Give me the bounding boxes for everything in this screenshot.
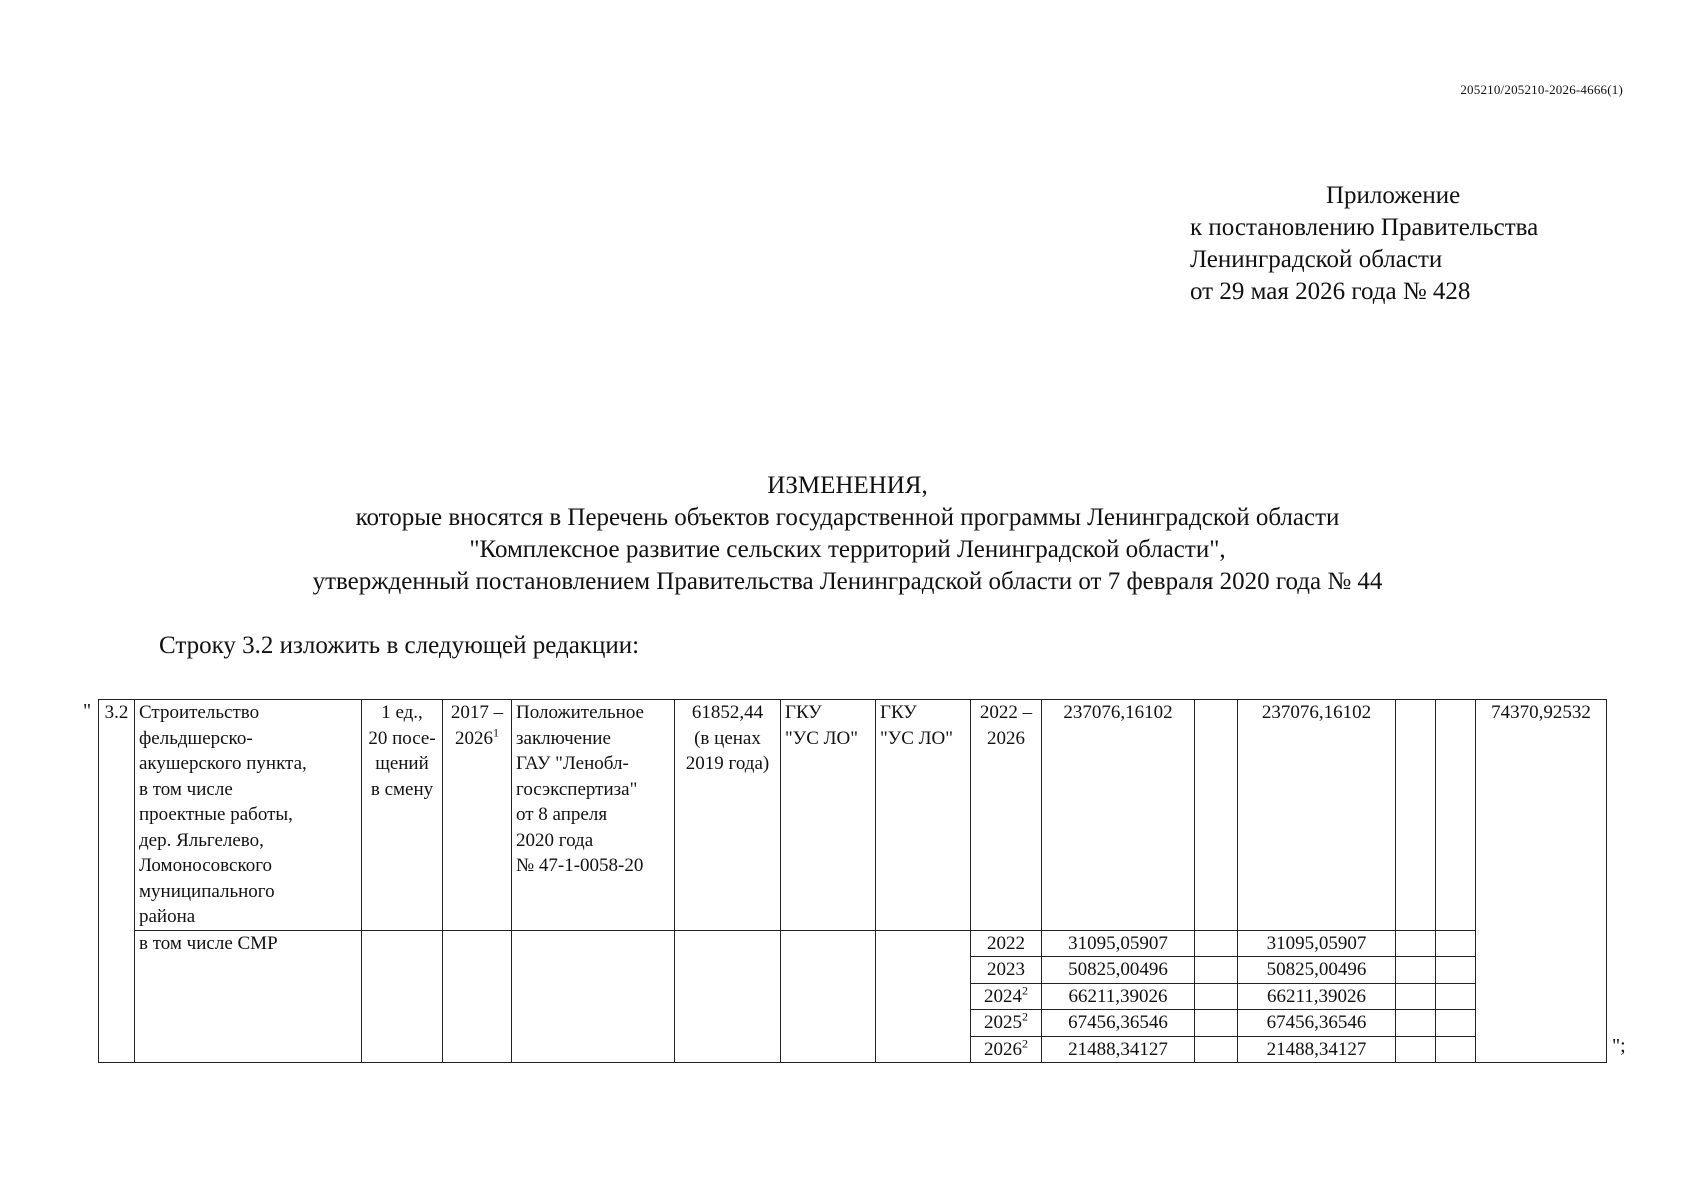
empty-cell — [1396, 930, 1436, 957]
capacity-cell: 1 ед., 20 посе- щений в смену — [362, 700, 443, 931]
empty-cell — [1396, 1010, 1436, 1037]
smr-year: 2023 — [971, 957, 1042, 984]
table-row — [99, 700, 1607, 931]
document-heading — [0, 470, 1695, 598]
period-cell: 2017 – 2026$^1$ — [443, 700, 512, 931]
object-name: Строительство фельдшерско- акушерского пункта, в том числе проектные работы, дер. Яльгелево, Ломоносовского муниципального района — [135, 700, 362, 931]
total-cell: 237076,16102 — [1042, 700, 1195, 931]
empty-cell — [1436, 1036, 1476, 1063]
empty-cell — [1436, 930, 1476, 957]
appendix-line: к постановлению Правительства — [1190, 214, 1539, 241]
closing-quote: "; — [1612, 1035, 1626, 1057]
smr-regional: 21488,34127 — [1238, 1036, 1396, 1063]
heading-line: утвержденный постановлением Правительства Ленинградской области от 7 февраля 2020 года № 44 — [312, 568, 1383, 595]
empty-cell — [1195, 957, 1238, 984]
empty-cell — [443, 930, 512, 1063]
instruction-text: Строку 3.2 изложить в следующей редакции: — [159, 632, 640, 659]
empty-cell — [1195, 983, 1238, 1010]
smr-regional: 31095,05907 — [1238, 930, 1396, 957]
empty-cell — [1436, 957, 1476, 984]
smr-label: в том числе СМР — [135, 930, 362, 1063]
empty-cell — [1396, 1036, 1436, 1063]
cost-cell: 61852,44 (в ценах 2019 года) — [675, 700, 781, 931]
empty-cell — [876, 930, 971, 1063]
smr-year: 2026$^2$ — [971, 1036, 1042, 1063]
customer-cell: ГКУ "УС ЛО" — [781, 700, 876, 931]
smr-year: 2025$^2$ — [971, 1010, 1042, 1037]
smr-total: 21488,34127 — [1042, 1036, 1195, 1063]
appendix-block — [1190, 180, 1538, 308]
expertise-cell: Положительное заключение ГАУ "Ленобл- госэкспертиза" от 8 апреля 2020 года № 47-1-0058-20 — [512, 700, 675, 931]
smr-total: 31095,05907 — [1042, 930, 1195, 957]
builder-cell: ГКУ "УС ЛО" — [876, 700, 971, 931]
table-row — [99, 930, 1607, 957]
heading-line: "Комплексное развитие сельских территорий Ленинградской области", — [469, 536, 1226, 563]
smr-year: 2022 — [971, 930, 1042, 957]
row-number: 3.2 — [99, 700, 135, 1063]
appendix-line: Ленинградской области — [1190, 246, 1443, 273]
empty-cell — [1436, 700, 1476, 931]
empty-cell — [781, 930, 876, 1063]
empty-cell — [1436, 1010, 1476, 1037]
smr-regional: 50825,00496 — [1238, 957, 1396, 984]
remaining-cell: 74370,92532 — [1476, 700, 1607, 1063]
empty-cell — [1396, 957, 1436, 984]
empty-cell — [1195, 930, 1238, 957]
funding-period-cell: 2022 – 2026 — [971, 700, 1042, 931]
empty-cell — [1396, 700, 1436, 931]
empty-cell — [1195, 1036, 1238, 1063]
smr-regional: 67456,36546 — [1238, 1010, 1396, 1037]
smr-total: 66211,39026 — [1042, 983, 1195, 1010]
empty-cell — [675, 930, 781, 1063]
opening-quote: " — [83, 700, 92, 722]
empty-cell — [1396, 983, 1436, 1010]
empty-cell — [362, 930, 443, 1063]
appendix-date: от 29 мая 2026 года № 428 — [1190, 278, 1471, 305]
regional-cell: 237076,16102 — [1238, 700, 1396, 931]
heading-line: которые вносятся в Перечень объектов государственной программы Ленинградской области — [355, 504, 1340, 531]
smr-regional: 66211,39026 — [1238, 983, 1396, 1010]
appendix-title: Приложение — [1326, 182, 1461, 209]
objects-table — [98, 699, 1607, 1063]
smr-total: 50825,00496 — [1042, 957, 1195, 984]
empty-cell — [512, 930, 675, 1063]
smr-total: 67456,36546 — [1042, 1010, 1195, 1037]
empty-cell — [1436, 983, 1476, 1010]
empty-cell — [1195, 700, 1238, 931]
heading-title: ИЗМЕНЕНИЯ, — [767, 472, 928, 499]
document-id: 205210/205210-2026-4666(1) — [1460, 82, 1623, 97]
empty-cell — [1195, 1010, 1238, 1037]
smr-year: 2024$^2$ — [971, 983, 1042, 1010]
